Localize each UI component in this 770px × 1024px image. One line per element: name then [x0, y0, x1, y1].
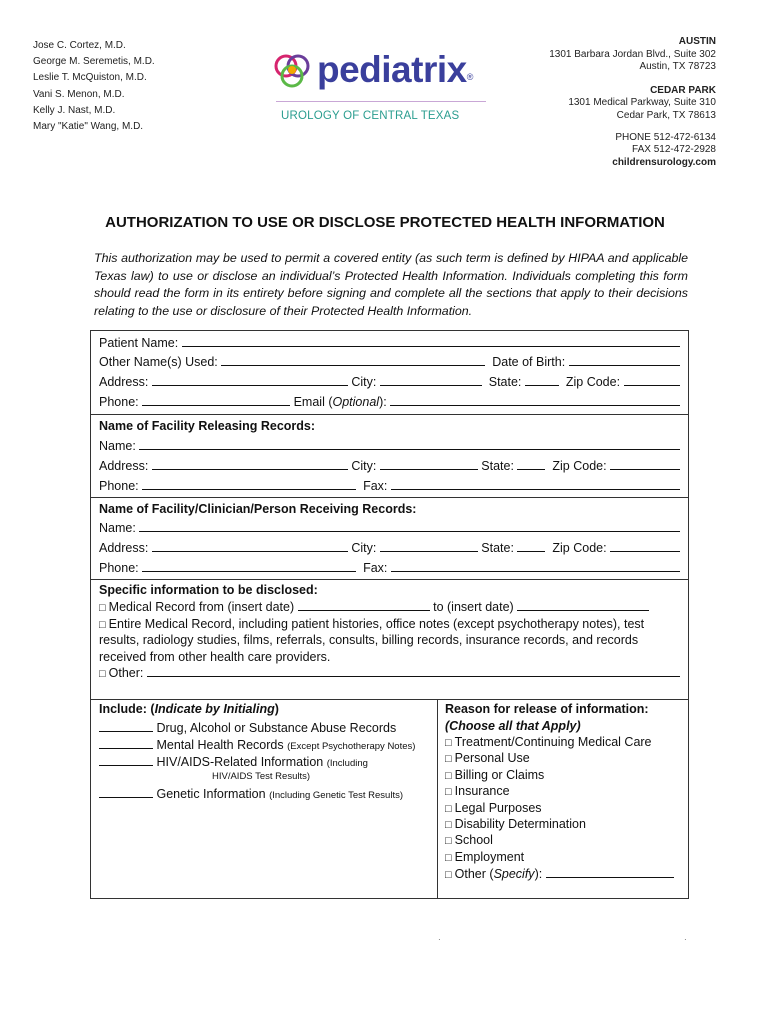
- page-mark: ·: [684, 935, 687, 944]
- include-item-note: (Including Genetic Test Results): [269, 790, 404, 801]
- patient-address-field[interactable]: [152, 373, 348, 386]
- releasing-address-row: [99, 457, 680, 475]
- reason-option: [445, 734, 652, 750]
- physician-name: Jose C. Cortez, M.D.: [33, 40, 126, 51]
- initial-field[interactable]: [99, 719, 153, 732]
- releasing-zip-field[interactable]: [610, 457, 680, 470]
- patient-address-row: [99, 373, 680, 391]
- office-address: 1301 Medical Parkway, Suite 310: [568, 97, 716, 109]
- office-address: Austin, TX 78723: [639, 61, 716, 73]
- receiving-fax-label: Fax:: [363, 561, 388, 575]
- include-item-label: HIV/AIDS-Related Information: [156, 755, 324, 769]
- city-label: City:: [351, 375, 377, 389]
- receiving-state-label: State:: [481, 541, 514, 555]
- logo-subtitle: UROLOGY OF CENTRAL TEXAS: [281, 110, 460, 122]
- other-names-row: [99, 353, 680, 371]
- receiving-name-field[interactable]: [139, 519, 680, 532]
- releasing-phone-field[interactable]: [142, 477, 356, 490]
- include-item-label: Genetic Information: [156, 787, 266, 801]
- entire-record-text: received from other health care providers.: [99, 650, 331, 664]
- reason-option-label: School: [454, 833, 493, 847]
- patient-name-field[interactable]: [182, 334, 680, 347]
- receiving-phone-label: Phone:: [99, 561, 139, 575]
- section-divider: [91, 497, 688, 498]
- email-label: Email (: [293, 395, 333, 409]
- patient-name-label: Patient Name:: [99, 336, 179, 350]
- specific-heading: Specific information to be disclosed:: [99, 583, 318, 597]
- initial-field[interactable]: [99, 785, 153, 798]
- medical-record-row: [99, 598, 680, 616]
- pediatrix-emblem-icon: [272, 50, 312, 90]
- reason-other-close: ):: [534, 867, 543, 881]
- physician-name: Kelly J. Nast, M.D.: [33, 104, 116, 116]
- to-date-field[interactable]: [517, 598, 649, 611]
- reason-checkbox[interactable]: □: [445, 753, 452, 765]
- from-date-field[interactable]: [298, 598, 430, 611]
- include-item: [99, 719, 396, 735]
- receiving-city-field[interactable]: [380, 539, 478, 552]
- office-fax: FAX 512-472-2928: [632, 144, 716, 156]
- reason-option-label: Legal Purposes: [454, 801, 542, 815]
- office-website: childrensurology.com: [612, 156, 716, 168]
- releasing-city-field[interactable]: [380, 457, 478, 470]
- include-heading: [99, 701, 279, 717]
- patient-name-row: [99, 334, 680, 352]
- office-address: Cedar Park, TX 78613: [616, 109, 716, 121]
- reason-checkbox[interactable]: □: [445, 786, 452, 798]
- releasing-address-field[interactable]: [152, 457, 348, 470]
- releasing-address-label: Address:: [99, 459, 149, 473]
- logo-divider: [276, 101, 486, 102]
- other-info-row: [99, 664, 680, 682]
- other-info-checkbox[interactable]: □: [99, 668, 106, 680]
- office-name-cedar-park: CEDAR PARK: [650, 84, 716, 96]
- phone-label: Phone:: [99, 395, 139, 409]
- receiving-phone-row: [99, 559, 680, 577]
- reason-option-label: Personal Use: [454, 751, 530, 765]
- receiving-phone-field[interactable]: [142, 559, 356, 572]
- page-title: AUTHORIZATION TO USE OR DISCLOSE PROTECTED HEALTH INFORMATION: [105, 214, 665, 231]
- include-item-note: (Except Psychotherapy Notes): [287, 741, 416, 752]
- entire-record-label: Entire Medical Record, including patient histories, office notes (except psychotherapy notes), test: [108, 617, 645, 631]
- column-divider: [437, 699, 438, 898]
- other-names-label: Other Name(s) Used:: [99, 355, 218, 369]
- reason-other-field[interactable]: [546, 865, 674, 878]
- reason-other-label: Other (: [454, 867, 494, 881]
- include-item-label: Drug, Alcohol or Substance Abuse Records: [156, 721, 397, 735]
- office-contact-block: [549, 36, 716, 169]
- reason-checkbox[interactable]: □: [445, 852, 452, 864]
- physician-name: Mary "Katie" Wang, M.D.: [33, 121, 144, 133]
- reason-option: [445, 832, 493, 848]
- address-label: Address:: [99, 375, 149, 389]
- releasing-phone-label: Phone:: [99, 479, 139, 493]
- include-item-note: (Including: [326, 758, 368, 769]
- reason-checkbox[interactable]: □: [445, 770, 452, 782]
- state-label: State:: [488, 375, 522, 389]
- reason-option-label: Disability Determination: [454, 817, 586, 831]
- reason-option: [445, 767, 544, 783]
- receiving-city-label: City:: [351, 541, 377, 555]
- releasing-name-label: Name:: [99, 439, 136, 453]
- releasing-phone-row: [99, 477, 680, 495]
- receiving-heading: Name of Facility/Clinician/Person Receiving Records:: [99, 502, 417, 516]
- receiving-address-row: [99, 539, 680, 557]
- reason-option-label: Treatment/Continuing Medical Care: [454, 735, 652, 749]
- receiving-fax-field[interactable]: [391, 559, 680, 572]
- zip-label: Zip Code:: [565, 375, 621, 389]
- reason-checkbox[interactable]: □: [445, 737, 452, 749]
- office-phone: PHONE 512-472-6134: [615, 131, 716, 143]
- physician-name: Vani S. Menon, M.D.: [33, 88, 125, 100]
- initial-field[interactable]: [99, 753, 153, 766]
- entire-record-checkbox[interactable]: □: [99, 619, 106, 631]
- section-divider: [91, 579, 688, 580]
- include-heading-suffix: ): [274, 702, 279, 716]
- authorization-form: [90, 330, 689, 899]
- reason-option-label: Billing or Claims: [454, 768, 545, 782]
- section-divider: [91, 699, 688, 700]
- releasing-city-label: City:: [351, 459, 377, 473]
- reason-option-label: Insurance: [454, 784, 510, 798]
- patient-email-field[interactable]: [390, 393, 680, 406]
- reason-checkbox[interactable]: □: [445, 869, 452, 881]
- physician-name: George M. Seremetis, M.D.: [33, 56, 155, 68]
- other-info-label: Other:: [108, 666, 144, 680]
- include-item: [99, 785, 403, 801]
- initial-field[interactable]: [99, 736, 153, 749]
- pediatrix-logo: [272, 48, 487, 122]
- section-divider: [91, 414, 688, 415]
- medical-record-label: Medical Record from (insert date): [108, 600, 295, 614]
- to-date-label: to (insert date): [433, 600, 514, 614]
- office-name-austin: AUSTIN: [678, 36, 716, 47]
- include-item-note: HIV/AIDS Test Results): [212, 771, 311, 782]
- other-info-field[interactable]: [147, 664, 680, 677]
- dob-field[interactable]: [569, 353, 680, 366]
- reason-subheading: (Choose all that Apply): [445, 719, 581, 733]
- reason-option-label: Employment: [454, 850, 525, 864]
- patient-zip-field[interactable]: [624, 373, 680, 386]
- include-item: [99, 736, 415, 752]
- reason-option: [445, 750, 530, 766]
- office-address: 1301 Barbara Jordan Blvd., Suite 302: [549, 48, 716, 60]
- reason-other-option: [445, 865, 674, 881]
- receiving-address-field[interactable]: [152, 539, 348, 552]
- reason-heading: Reason for release of information:: [445, 702, 649, 716]
- reason-checkbox[interactable]: □: [445, 819, 452, 831]
- include-heading-prefix: Include: (: [99, 702, 155, 716]
- receiving-state-field[interactable]: [517, 539, 545, 552]
- releasing-fax-label: Fax:: [363, 479, 388, 493]
- reason-option: [445, 849, 524, 865]
- physician-name: Leslie T. McQuiston, M.D.: [33, 72, 147, 84]
- releasing-fax-field[interactable]: [391, 477, 680, 490]
- page-mark: ·: [438, 935, 441, 944]
- patient-phone-field[interactable]: [142, 393, 290, 406]
- reason-other-italic: Specify: [493, 867, 535, 881]
- include-item: [99, 753, 368, 769]
- include-heading-italic: Indicate by Initialing: [154, 702, 275, 716]
- dob-label: Date of Birth:: [492, 355, 566, 369]
- reason-checkbox[interactable]: □: [445, 835, 452, 847]
- intro-paragraph: This authorization may be used to permit a covered entity (as such term is defined by HIPAA and applicable Texas law) to use or disclose an individual’s Protected Health Information. Individuals completing this form should read the form in its entirety before signing and complete all the sections that apply to their decisions relating to the use or disclosure of their Protected Health Information.: [94, 251, 688, 318]
- logo-wordmark: pediatrix: [317, 49, 467, 90]
- reason-checkbox[interactable]: □: [445, 803, 452, 815]
- medical-record-checkbox[interactable]: □: [99, 602, 106, 614]
- releasing-heading: Name of Facility Releasing Records:: [99, 419, 316, 433]
- include-item-label: Mental Health Records: [156, 738, 284, 752]
- patient-city-field[interactable]: [380, 373, 482, 386]
- other-names-field[interactable]: [221, 353, 485, 366]
- releasing-state-field[interactable]: [517, 457, 545, 470]
- receiving-name-label: Name:: [99, 521, 136, 535]
- receiving-name-row: [99, 519, 680, 537]
- email-optional-label: Optional: [332, 395, 380, 409]
- reason-option: [445, 816, 586, 832]
- receiving-zip-field[interactable]: [610, 539, 680, 552]
- email-label-close: ):: [379, 395, 387, 409]
- releasing-state-label: State:: [481, 459, 514, 473]
- reason-option: [445, 783, 510, 799]
- receiving-zip-label: Zip Code:: [552, 541, 607, 555]
- physician-list: [33, 38, 155, 135]
- trademark-symbol: ®: [466, 72, 474, 82]
- patient-state-field[interactable]: [525, 373, 559, 386]
- releasing-name-field[interactable]: [139, 437, 680, 450]
- entire-record-text: results, radiology studies, films, referrals, consults, billing records, insurance records, and records: [99, 633, 639, 647]
- releasing-name-row: [99, 437, 680, 455]
- patient-phone-row: [99, 393, 680, 411]
- receiving-address-label: Address:: [99, 541, 149, 555]
- reason-option: [445, 800, 542, 816]
- releasing-zip-label: Zip Code:: [552, 459, 607, 473]
